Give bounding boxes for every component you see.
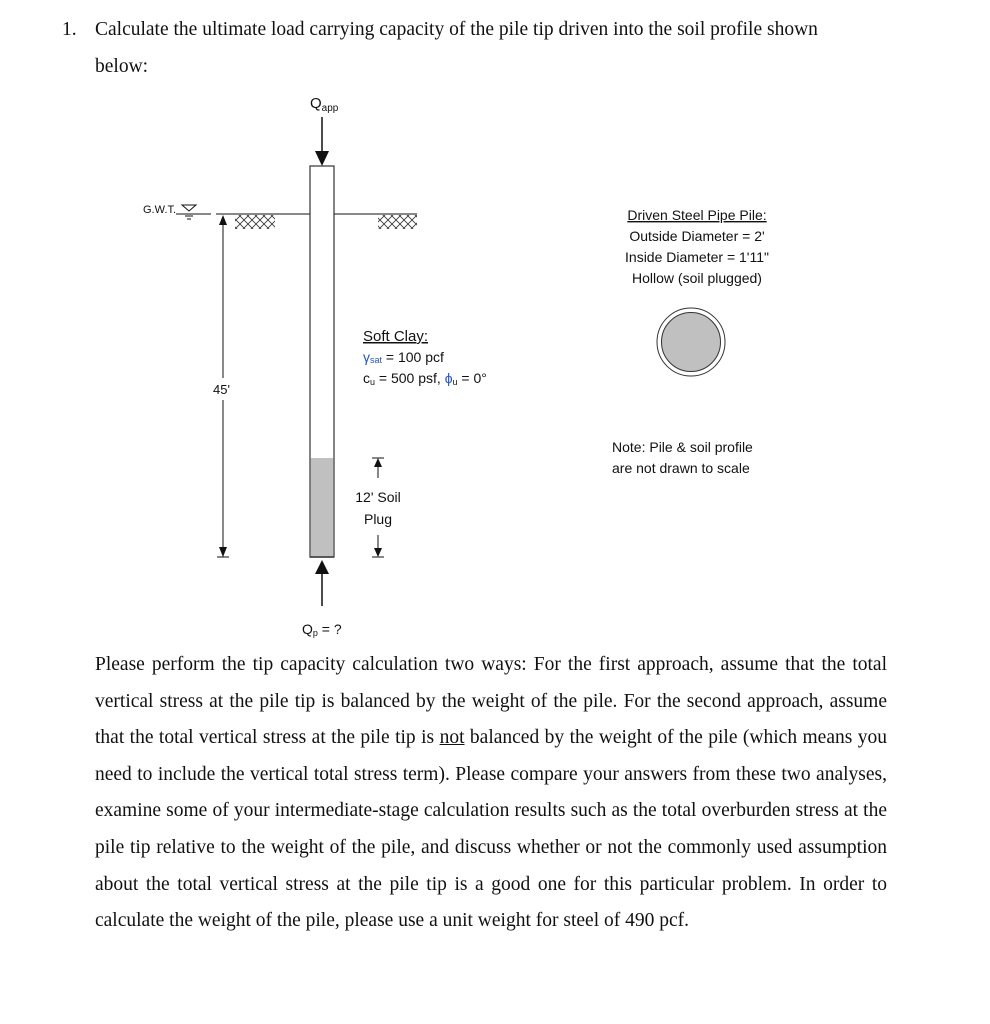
note-line-1: Note: Pile & soil profile (612, 439, 753, 455)
question-text: Calculate the ultimate load carrying capacity of the pile tip driven into the soil profile shown (95, 19, 818, 40)
emphasis-not: not (439, 727, 465, 749)
soil-title: Soft Clay: (363, 328, 429, 345)
question-text-cont: below: (95, 56, 149, 77)
soil-plug (311, 458, 334, 556)
depth-label: 45' (213, 382, 230, 397)
plug-label-1: 12' Soil (355, 489, 401, 505)
pile-title: Driven Steel Pipe Pile: (627, 207, 767, 223)
gwt-label: G.W.T. (143, 204, 176, 216)
plug-label-2: Plug (363, 511, 393, 527)
water-table-icon (182, 205, 196, 219)
applied-load-arrowhead (315, 151, 329, 166)
plug-dimension (372, 458, 384, 557)
soil-hatch-right (378, 215, 417, 229)
hollow-note: Hollow (soil plugged) (632, 270, 762, 286)
question-number: 1. (62, 19, 77, 40)
instructions-paragraph (95, 647, 887, 940)
gamma-sat: γsat = 100 pcf (363, 349, 444, 365)
soil-hatch-left (235, 215, 275, 229)
inside-diameter: Inside Diameter = 1'11" (625, 249, 769, 265)
qp-label: Qp = ? (302, 621, 342, 638)
instructions-text-2: balanced by the weight of the pile (which means you need to include the vertical total stress term). Please compare your answers from these two analyses, examine some of your intermediate-stage calculation results such as the total overburden stress at the pile tip relative to the weight of the pile, and discuss whether or not the commonly used assumption about the total vertical stress at the pile tip is a good one for this particular problem. In order to calculate the weight of the pile, please use a unit weight for steel of 490 pcf. (95, 727, 887, 932)
q-app-label: $Q_{app}$ (310, 95, 339, 114)
pile-section-plug (662, 313, 721, 372)
outside-diameter: Outside Diameter = 2' (629, 228, 765, 244)
cu-phi: cu = 500 psf, ϕu = 0° (363, 370, 487, 387)
note-line-2: are not drawn to scale (612, 460, 750, 476)
instructions-text-1: Please perform the tip capacity calculation two ways: For the first approach, assume that the total vertical stress at the pile tip is balanced by the weight of the pile. For the second approach, assume that the total vertical stress at the pile tip is (95, 654, 887, 749)
